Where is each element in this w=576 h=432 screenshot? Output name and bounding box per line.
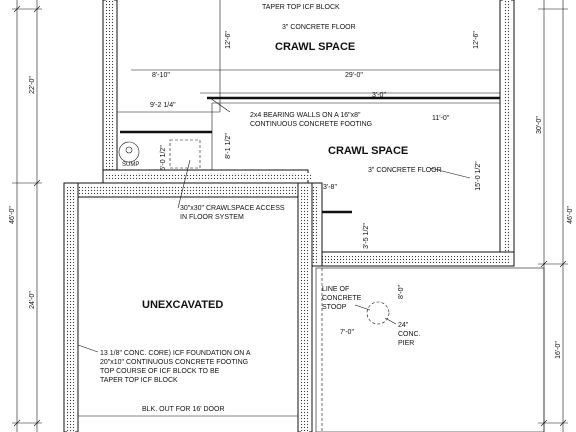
dim-30-0: 30'-0" — [536, 116, 543, 134]
label-crawl-space-lower: CRAWL SPACE — [328, 145, 409, 157]
label-concrete-floor-lower: 3" CONCRETE FLOOR — [368, 167, 442, 174]
dim-15-0: 15'-0 1/2" — [475, 161, 482, 191]
label-line-stoop-3: STOOP — [322, 304, 347, 311]
label-foundation-1: 13 1/8" CONC. CORE) ICF FOUNDATION ON A — [100, 350, 251, 357]
label-foundation-3: TOP COURSE OF ICF BLOCK TO BE — [100, 368, 220, 375]
label-pier-3: PIER — [398, 340, 415, 347]
label-bearing-walls-1: 2x4 BEARING WALLS ON A 16"x8" — [250, 112, 361, 119]
dim-29-0: 29'-0" — [345, 72, 363, 79]
left-dimension-lines — [12, 0, 42, 432]
dim-46-0-right: 46'-0" — [567, 206, 574, 224]
label-taper-top-upper: TAPER TOP ICF BLOCK — [262, 4, 340, 11]
label-unexcavated: UNEXCAVATED — [142, 299, 224, 311]
dim-22-0: 22'-0" — [29, 76, 36, 94]
label-blk-out: BLK. OUT FOR 16' DOOR — [142, 406, 225, 413]
dim-3-5: 3'-5 1/2" — [363, 223, 370, 249]
label-foundation-4: TAPER TOP ICF BLOCK — [100, 377, 178, 384]
dim-12-6-right: 12'-6" — [473, 31, 480, 49]
dim-8-0: 8'-0" — [398, 285, 405, 299]
dim-24-0: 24'-0" — [29, 291, 36, 309]
dim-3-8: 3'-8" — [323, 184, 337, 191]
dim-12-6-left: 12'-6" — [225, 31, 232, 49]
concrete-pier — [367, 302, 389, 324]
label-sump: SUMP — [122, 162, 140, 168]
label-concrete-floor-upper: 3" CONCRETE FLOOR — [282, 24, 356, 31]
dim-5-0: 5'-0 1/2" — [160, 145, 167, 171]
dim-11-0: 11'-0" — [432, 115, 450, 122]
sump-pit — [119, 142, 139, 162]
dim-8-1: 8'-1 1/2" — [225, 133, 232, 159]
dim-7-0: 7'-0" — [340, 329, 354, 336]
label-foundation-2: 20"x10" CONTINUOUS CONCRETE FOOTING — [100, 359, 249, 366]
right-dimension-lines — [538, 0, 568, 432]
label-bearing-walls-2: CONTINUOUS CONCRETE FOOTING — [250, 121, 373, 128]
label-crawl-space-upper: CRAWL SPACE — [275, 41, 356, 53]
label-line-stoop-1: LINE OF — [322, 286, 350, 293]
dim-3-0: 3'-0" — [372, 92, 386, 99]
dim-46-0-left: 46'-0" — [9, 206, 16, 224]
label-access-1: 30"x30" CRAWLSPACE ACCESS — [180, 205, 285, 212]
crawlspace-access — [170, 140, 200, 168]
dim-16-0: 16'-0" — [555, 341, 562, 359]
label-access-2: IN FLOOR SYSTEM — [180, 214, 244, 221]
label-line-stoop-2: CONCRETE — [322, 295, 362, 302]
label-pier-1: 24" — [398, 322, 409, 329]
dim-8-10: 8'-10" — [152, 72, 170, 79]
dim-9-2: 9'-2 1/4" — [150, 102, 176, 109]
label-pier-2: CONC. — [398, 331, 421, 338]
